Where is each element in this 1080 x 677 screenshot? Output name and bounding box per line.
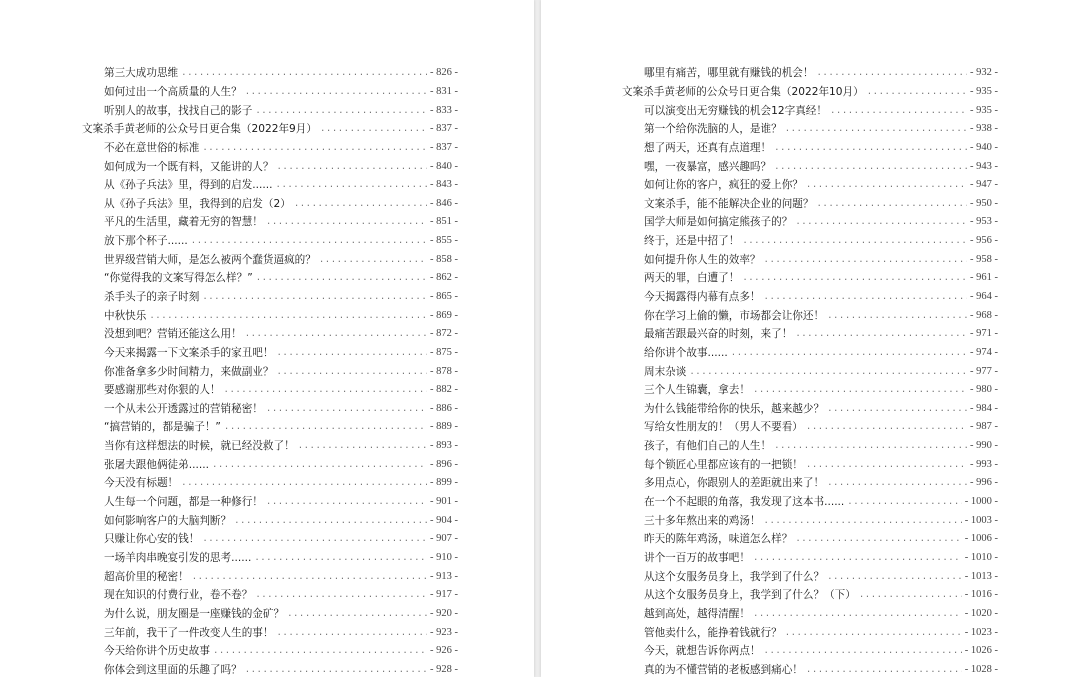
toc-dot-leader (830, 105, 967, 117)
toc-page-number: - 878 - (430, 365, 458, 377)
toc-page-number: - 923 - (430, 626, 458, 638)
toc-entry-title: 最痛苦跟最兴奋的时刻，来了！ (644, 328, 793, 341)
toc-page-number: - 996 - (970, 477, 998, 489)
toc-dot-leader (774, 142, 967, 154)
toc-entry-title: 国学大师是如何搞定熊孩子的？ (644, 216, 793, 229)
toc-dot-leader (213, 645, 427, 657)
toc-dot-leader (254, 552, 427, 564)
toc-page-number: - 1020 - (964, 607, 998, 619)
toc-entry-title: 孩子，有他们自己的人生！ (644, 440, 772, 453)
toc-page-number: - 993 - (970, 458, 998, 470)
toc-dot-leader (266, 403, 427, 415)
toc-entry-title: 周末杂谈 (644, 365, 687, 378)
toc-page-number: - 953 - (970, 216, 998, 228)
toc-entry-title: 从《孙子兵法》里，我得到的启发（2） (104, 197, 291, 210)
toc-dot-leader (181, 477, 427, 489)
toc-entry-title: 嘿，一夜暴富，感兴趣吗？ (644, 160, 772, 173)
toc-entry[interactable] (541, 232, 1080, 251)
toc-dot-leader (202, 533, 427, 545)
toc-entry[interactable] (541, 344, 1080, 363)
toc-entry[interactable] (541, 549, 1080, 568)
toc-entry[interactable] (541, 567, 1080, 586)
toc-page-number: - 920 - (430, 607, 458, 619)
toc-entry[interactable] (0, 288, 534, 307)
toc-page-number: - 947 - (970, 179, 998, 191)
toc-entry[interactable] (0, 381, 534, 400)
toc-entry-title: 终于，还是中招了！ (644, 235, 740, 248)
toc-entry-title: 不必在意世俗的标准 (104, 141, 200, 154)
toc-section-heading[interactable] (0, 120, 534, 139)
toc-entry-title: 放下那个杯子...... (104, 235, 188, 248)
toc-entry[interactable] (0, 101, 534, 120)
toc-page-number: - 831 - (430, 85, 458, 97)
toc-entry[interactable] (0, 194, 534, 213)
toc-entry[interactable] (541, 605, 1080, 624)
toc-page-number: - 858 - (430, 253, 458, 265)
toc-entry-title: 写给女性朋友的！（男人不要看） (644, 421, 803, 434)
toc-page-number: - 987 - (970, 421, 998, 433)
toc-entry-title: 每个锁匠心里都应该有的一把锁！ (644, 458, 803, 471)
toc-entry[interactable] (0, 139, 534, 158)
toc-entry[interactable] (541, 306, 1080, 325)
toc-dot-leader (806, 664, 962, 676)
toc-page-number: - 826 - (430, 67, 458, 79)
toc-page-number: - 928 - (430, 663, 458, 675)
toc-page-number: - 977 - (970, 365, 998, 377)
toc-page-left (0, 0, 534, 677)
toc-page-number: - 1006 - (964, 533, 998, 545)
toc-dot-leader (689, 366, 967, 378)
toc-entry-title: 三十多年熬出来的鸡汤！ (644, 514, 761, 527)
toc-page-number: - 907 - (430, 533, 458, 545)
toc-entry-title: 杀手头子的亲子时刻 (104, 291, 200, 303)
toc-entry-title: 真的为不懂营销的老板感到痛心！ (644, 663, 803, 676)
toc-entry-title: 今天给你讲个历史故事 (104, 645, 210, 658)
toc-page-number: - 1013 - (964, 570, 998, 582)
toc-entry-title: 第三大成功思维 (104, 67, 179, 80)
toc-entry-title: 人生每一个问题，都是一种修行！ (104, 496, 263, 509)
toc-dot-leader (255, 105, 427, 117)
toc-dot-leader (277, 627, 428, 639)
toc-page-number: - 851 - (430, 216, 458, 228)
toc-entry-title: 文案杀手黄老师的公众号日更合集（2022年10月） (622, 85, 864, 98)
toc-dot-leader (287, 608, 427, 620)
toc-dot-leader (212, 459, 427, 471)
toc-entry[interactable] (0, 362, 534, 381)
toc-entry[interactable] (541, 213, 1080, 232)
toc-entry[interactable] (0, 232, 534, 251)
toc-entry[interactable] (0, 157, 534, 176)
toc-page-number: - 882 - (430, 384, 458, 396)
toc-dot-leader (276, 179, 427, 191)
toc-entry-title: 如何影响客户的大脑判断？ (104, 514, 232, 527)
toc-dot-leader (320, 123, 427, 135)
toc-entry-title: 一场羊肉串晚宴引发的思考...... (104, 551, 252, 564)
toc-page-number: - 984 - (970, 402, 998, 414)
toc-entry[interactable] (0, 605, 534, 624)
toc-entry[interactable] (541, 511, 1080, 530)
toc-entry[interactable] (0, 455, 534, 474)
toc-page-number: - 893 - (430, 440, 458, 452)
toc-page-number: - 875 - (430, 346, 458, 358)
toc-dot-leader (294, 198, 427, 210)
toc-entry-title: 想了两天，还真有点道理！ (644, 141, 772, 154)
toc-page-number: - 943 - (970, 160, 998, 172)
toc-entry[interactable] (0, 325, 534, 344)
toc-entry[interactable] (541, 288, 1080, 307)
toc-entry[interactable] (541, 661, 1080, 677)
toc-dot-leader (764, 515, 962, 527)
toc-page-number: - 833 - (430, 104, 458, 116)
toc-entry[interactable] (541, 325, 1080, 344)
toc-entry[interactable] (0, 83, 534, 102)
toc-dot-leader (753, 608, 962, 620)
toc-page-number: - 865 - (430, 291, 458, 302)
toc-dot-leader (731, 347, 967, 359)
toc-dot-leader (827, 477, 967, 489)
toc-entry[interactable] (541, 362, 1080, 381)
toc-entry[interactable] (541, 530, 1080, 549)
toc-page-number: - 938 - (970, 123, 998, 135)
toc-entry-title: 两天的罪，白遭了！ (644, 272, 740, 285)
toc-dot-leader (224, 384, 427, 396)
toc-entry-title: 如何过出一个高质量的人生？ (104, 85, 242, 98)
toc-entry-title: 世界级营销大师，是怎么被两个蠢货逼疯的？ (104, 253, 316, 266)
toc-dot-leader (742, 235, 967, 247)
toc-entry-title: 中秋快乐 (104, 309, 147, 322)
toc-dot-leader (764, 645, 962, 657)
toc-entry[interactable] (541, 120, 1080, 139)
toc-list-right (541, 64, 1080, 677)
toc-page-number: - 886 - (430, 402, 458, 414)
toc-entry-title: 你准备拿多少时间精力，来做副业？ (104, 365, 274, 378)
toc-entry-title: 没想到吧？营销还能这么用！ (104, 328, 242, 341)
toc-dot-leader (266, 216, 427, 228)
toc-entry-title: 管他卖什么，能挣着钱就行？ (644, 626, 782, 639)
toc-entry-title: 第一个给你洗脑的人，是谁？ (644, 123, 782, 136)
toc-page-number: - 926 - (430, 645, 458, 657)
toc-dot-leader (774, 440, 967, 452)
toc-entry[interactable] (541, 139, 1080, 158)
toc-page-number: - 862 - (430, 272, 458, 284)
toc-dot-leader (806, 179, 967, 191)
toc-dot-leader (298, 440, 427, 452)
toc-dot-leader (192, 571, 427, 583)
toc-page-number: - 896 - (430, 458, 458, 470)
toc-entry[interactable] (0, 642, 534, 661)
toc-page-number: - 910 - (430, 551, 458, 563)
toc-entry-title: 现在知识的付费行业，卷不卷？ (104, 589, 253, 602)
toc-section-heading[interactable] (541, 83, 1080, 102)
toc-entry[interactable] (0, 64, 534, 83)
toc-page-number: - 990 - (970, 440, 998, 452)
toc-entry-title: 当你有这样想法的时候，就已经没救了！ (104, 440, 295, 453)
toc-entry[interactable] (0, 250, 534, 269)
toc-dot-leader (277, 366, 428, 378)
toc-entry-title: 平凡的生活里，藏着无穷的智慧！ (104, 216, 263, 229)
toc-dot-leader (867, 86, 967, 98)
toc-entry[interactable] (541, 493, 1080, 512)
toc-dot-leader (277, 347, 428, 359)
toc-entry-title: 文案杀手，能不能解决企业的问题？ (644, 197, 814, 210)
toc-dot-leader (753, 552, 962, 564)
toc-entry[interactable] (0, 549, 534, 568)
toc-page-number: - 901 - (430, 496, 458, 508)
toc-entry[interactable] (541, 157, 1080, 176)
toc-dot-leader (806, 459, 967, 471)
toc-entry-title: 哪里有痛苦，哪里就有赚钱的机会！ (644, 67, 814, 80)
toc-page-number: - 904 - (430, 514, 458, 526)
toc-entry-title: 一个从未公开透露过的营销秘密！ (104, 402, 263, 415)
toc-entry[interactable] (0, 567, 534, 586)
toc-dot-leader (277, 161, 428, 173)
toc-entry[interactable] (0, 344, 534, 363)
toc-dot-leader (191, 235, 427, 247)
toc-page-number: - 935 - (970, 104, 998, 116)
toc-page-number: - 958 - (970, 253, 998, 265)
toc-page-number: - 971 - (970, 328, 998, 340)
toc-dot-leader (764, 254, 967, 266)
toc-entry[interactable] (0, 493, 534, 512)
toc-page-number: - 869 - (430, 309, 458, 321)
toc-dot-leader (827, 403, 967, 415)
toc-dot-leader (753, 384, 967, 396)
toc-entry-title: 张屠夫跟他俩徒弟...... (104, 458, 209, 471)
toc-dot-leader (181, 67, 427, 79)
toc-page-number: - 840 - (430, 160, 458, 172)
toc-entry-title: 如何成为一个既有料，又能讲的人？ (104, 160, 274, 173)
toc-entry-title: 如何提升你人生的效率？ (644, 253, 761, 266)
toc-page-number: - 872 - (430, 328, 458, 340)
toc-page-number: - 968 - (970, 309, 998, 321)
toc-dot-leader (234, 515, 427, 527)
toc-page-number: - 980 - (970, 384, 998, 396)
toc-page-number: - 837 - (430, 141, 458, 153)
toc-entry-title: 可以演变出无穷赚钱的机会12字真经！ (644, 104, 827, 117)
toc-entry[interactable] (0, 437, 534, 456)
toc-entry-title: 为什么说，朋友圈是一座赚钱的金矿？ (104, 607, 285, 620)
toc-dot-leader (785, 123, 967, 135)
toc-entry-title: 给你讲个故事...... (644, 346, 728, 359)
toc-entry-title: 今天来揭露一下文案杀手的家丑吧！ (104, 346, 274, 359)
toc-dot-leader (806, 421, 967, 433)
toc-entry-title: 在一个不起眼的角落，我发现了这本书...... (644, 496, 845, 509)
toc-entry[interactable] (541, 474, 1080, 493)
toc-page-number: - 837 - (430, 123, 458, 135)
toc-dot-leader (202, 142, 427, 154)
toc-entry-title: 今天没有标题！ (104, 477, 179, 490)
toc-dot-leader (795, 533, 961, 545)
toc-dot-leader (795, 328, 967, 340)
toc-entry-title: 多用点心，你跟别人的差距就出来了！ (644, 477, 825, 490)
toc-page-number: - 1003 - (964, 514, 998, 526)
toc-page-number: - 843 - (430, 179, 458, 191)
toc-entry[interactable] (541, 586, 1080, 605)
toc-entry[interactable] (541, 101, 1080, 120)
toc-dot-leader (827, 310, 967, 322)
toc-page-number: - 1000 - (964, 496, 998, 508)
toc-entry-title: 文案杀手黄老师的公众号日更合集（2022年9月） (82, 123, 317, 136)
toc-dot-leader (245, 328, 427, 340)
toc-page-number: - 917 - (430, 589, 458, 601)
toc-page-number: - 956 - (970, 235, 998, 247)
toc-list-left (0, 64, 534, 677)
toc-entry[interactable] (541, 455, 1080, 474)
toc-entry-title: 为什么钱能带给你的快乐，越来越少？ (644, 402, 825, 415)
toc-entry-title: 从这个女服务员身上，我学到了什么？（下） (644, 589, 856, 602)
toc-entry[interactable] (0, 586, 534, 605)
toc-entry[interactable] (0, 306, 534, 325)
toc-entry-title: 三个人生锦囊，拿去！ (644, 384, 750, 397)
toc-entry-title: 今天揭露得内幕有点多！ (644, 291, 761, 303)
toc-page-number: - 889 - (430, 421, 458, 433)
toc-entry-title: 你在学习上偷的懒，市场都会让你还！ (644, 309, 825, 322)
toc-entry[interactable] (541, 250, 1080, 269)
toc-dot-leader (245, 664, 427, 676)
toc-entry[interactable] (541, 194, 1080, 213)
toc-dot-leader (202, 291, 427, 303)
toc-entry-title: 越到高处，越得清醒！ (644, 607, 750, 620)
toc-entry-title: 你体会到这里面的乐趣了吗？ (104, 663, 242, 676)
toc-entry-title: 如何让你的客户，疯狂的爱上你？ (644, 179, 803, 192)
toc-page-number: - 1023 - (964, 626, 998, 638)
toc-entry[interactable] (541, 176, 1080, 195)
toc-entry[interactable] (541, 642, 1080, 661)
toc-entry-title: 超高价里的秘密！ (104, 570, 189, 583)
toc-entry-title: “搞营销的，都是骗子！” (104, 421, 221, 434)
toc-dot-leader (245, 86, 427, 98)
toc-dot-leader (256, 272, 427, 284)
toc-page-number: - 913 - (430, 570, 458, 582)
toc-entry[interactable] (541, 623, 1080, 642)
toc-entry[interactable] (0, 213, 534, 232)
toc-entry-title: 只赚让你心安的钱！ (104, 533, 200, 546)
toc-page-number: - 1028 - (964, 663, 998, 675)
toc-dot-leader (266, 496, 427, 508)
toc-page-number: - 940 - (970, 141, 998, 153)
toc-entry[interactable] (0, 511, 534, 530)
toc-entry[interactable] (0, 474, 534, 493)
toc-entry[interactable] (0, 176, 534, 195)
toc-entry-title: 三年前，我干了一件改变人生的事！ (104, 626, 274, 639)
toc-entry[interactable] (0, 623, 534, 642)
toc-entry[interactable] (0, 269, 534, 288)
toc-dot-leader (255, 589, 427, 601)
toc-entry[interactable] (0, 661, 534, 677)
toc-page-number: - 1016 - (964, 589, 998, 601)
toc-dot-leader (817, 67, 968, 79)
toc-entry[interactable] (541, 381, 1080, 400)
toc-entry-title: 讲个一百万的故事吧！ (644, 551, 750, 564)
toc-dot-leader (859, 589, 962, 601)
toc-entry[interactable] (541, 64, 1080, 83)
toc-dot-leader (847, 496, 961, 508)
toc-dot-leader (795, 216, 967, 228)
toc-entry-title: 听别人的故事，找找自己的影子 (104, 104, 253, 117)
toc-dot-leader (149, 310, 427, 322)
toc-dot-leader (764, 291, 967, 303)
toc-entry-title: 从这个女服务员身上，我学到了什么？ (644, 570, 825, 583)
toc-dot-leader (827, 571, 962, 583)
toc-page-number: - 935 - (970, 85, 998, 97)
toc-page-number: - 950 - (970, 197, 998, 209)
toc-dot-leader (774, 161, 967, 173)
toc-entry[interactable] (541, 400, 1080, 419)
toc-page-number: - 846 - (430, 197, 458, 209)
toc-entry-title: 从《孙子兵法》里，得到的启发...... (104, 179, 273, 192)
toc-page-number: - 899 - (430, 477, 458, 489)
toc-entry[interactable] (541, 418, 1080, 437)
toc-entry-title: 昨天的陈年鸡汤，味道怎么样？ (644, 533, 793, 546)
toc-dot-leader (742, 272, 967, 284)
toc-page-number: - 932 - (970, 67, 998, 79)
toc-entry[interactable] (0, 400, 534, 419)
toc-entry-title: 要感谢那些对你狠的人！ (104, 384, 221, 397)
toc-page-number: - 961 - (970, 272, 998, 284)
toc-page-number: - 1026 - (964, 645, 998, 657)
toc-dot-leader (319, 254, 427, 266)
toc-page-number: - 974 - (970, 346, 998, 358)
toc-page-number: - 855 - (430, 235, 458, 247)
toc-page-number: - 1010 - (964, 551, 998, 563)
toc-entry[interactable] (541, 269, 1080, 288)
toc-dot-leader (785, 627, 962, 639)
toc-page-right (541, 0, 1080, 677)
toc-entry[interactable] (0, 418, 534, 437)
toc-entry[interactable] (0, 530, 534, 549)
toc-dot-leader (817, 198, 968, 210)
toc-entry[interactable] (541, 437, 1080, 456)
toc-page-number: - 964 - (970, 291, 998, 302)
toc-entry-title: 今天，就想告诉你两点！ (644, 645, 761, 658)
toc-dot-leader (224, 421, 427, 433)
toc-entry-title: “你觉得我的文案写得怎么样？” (104, 272, 253, 285)
